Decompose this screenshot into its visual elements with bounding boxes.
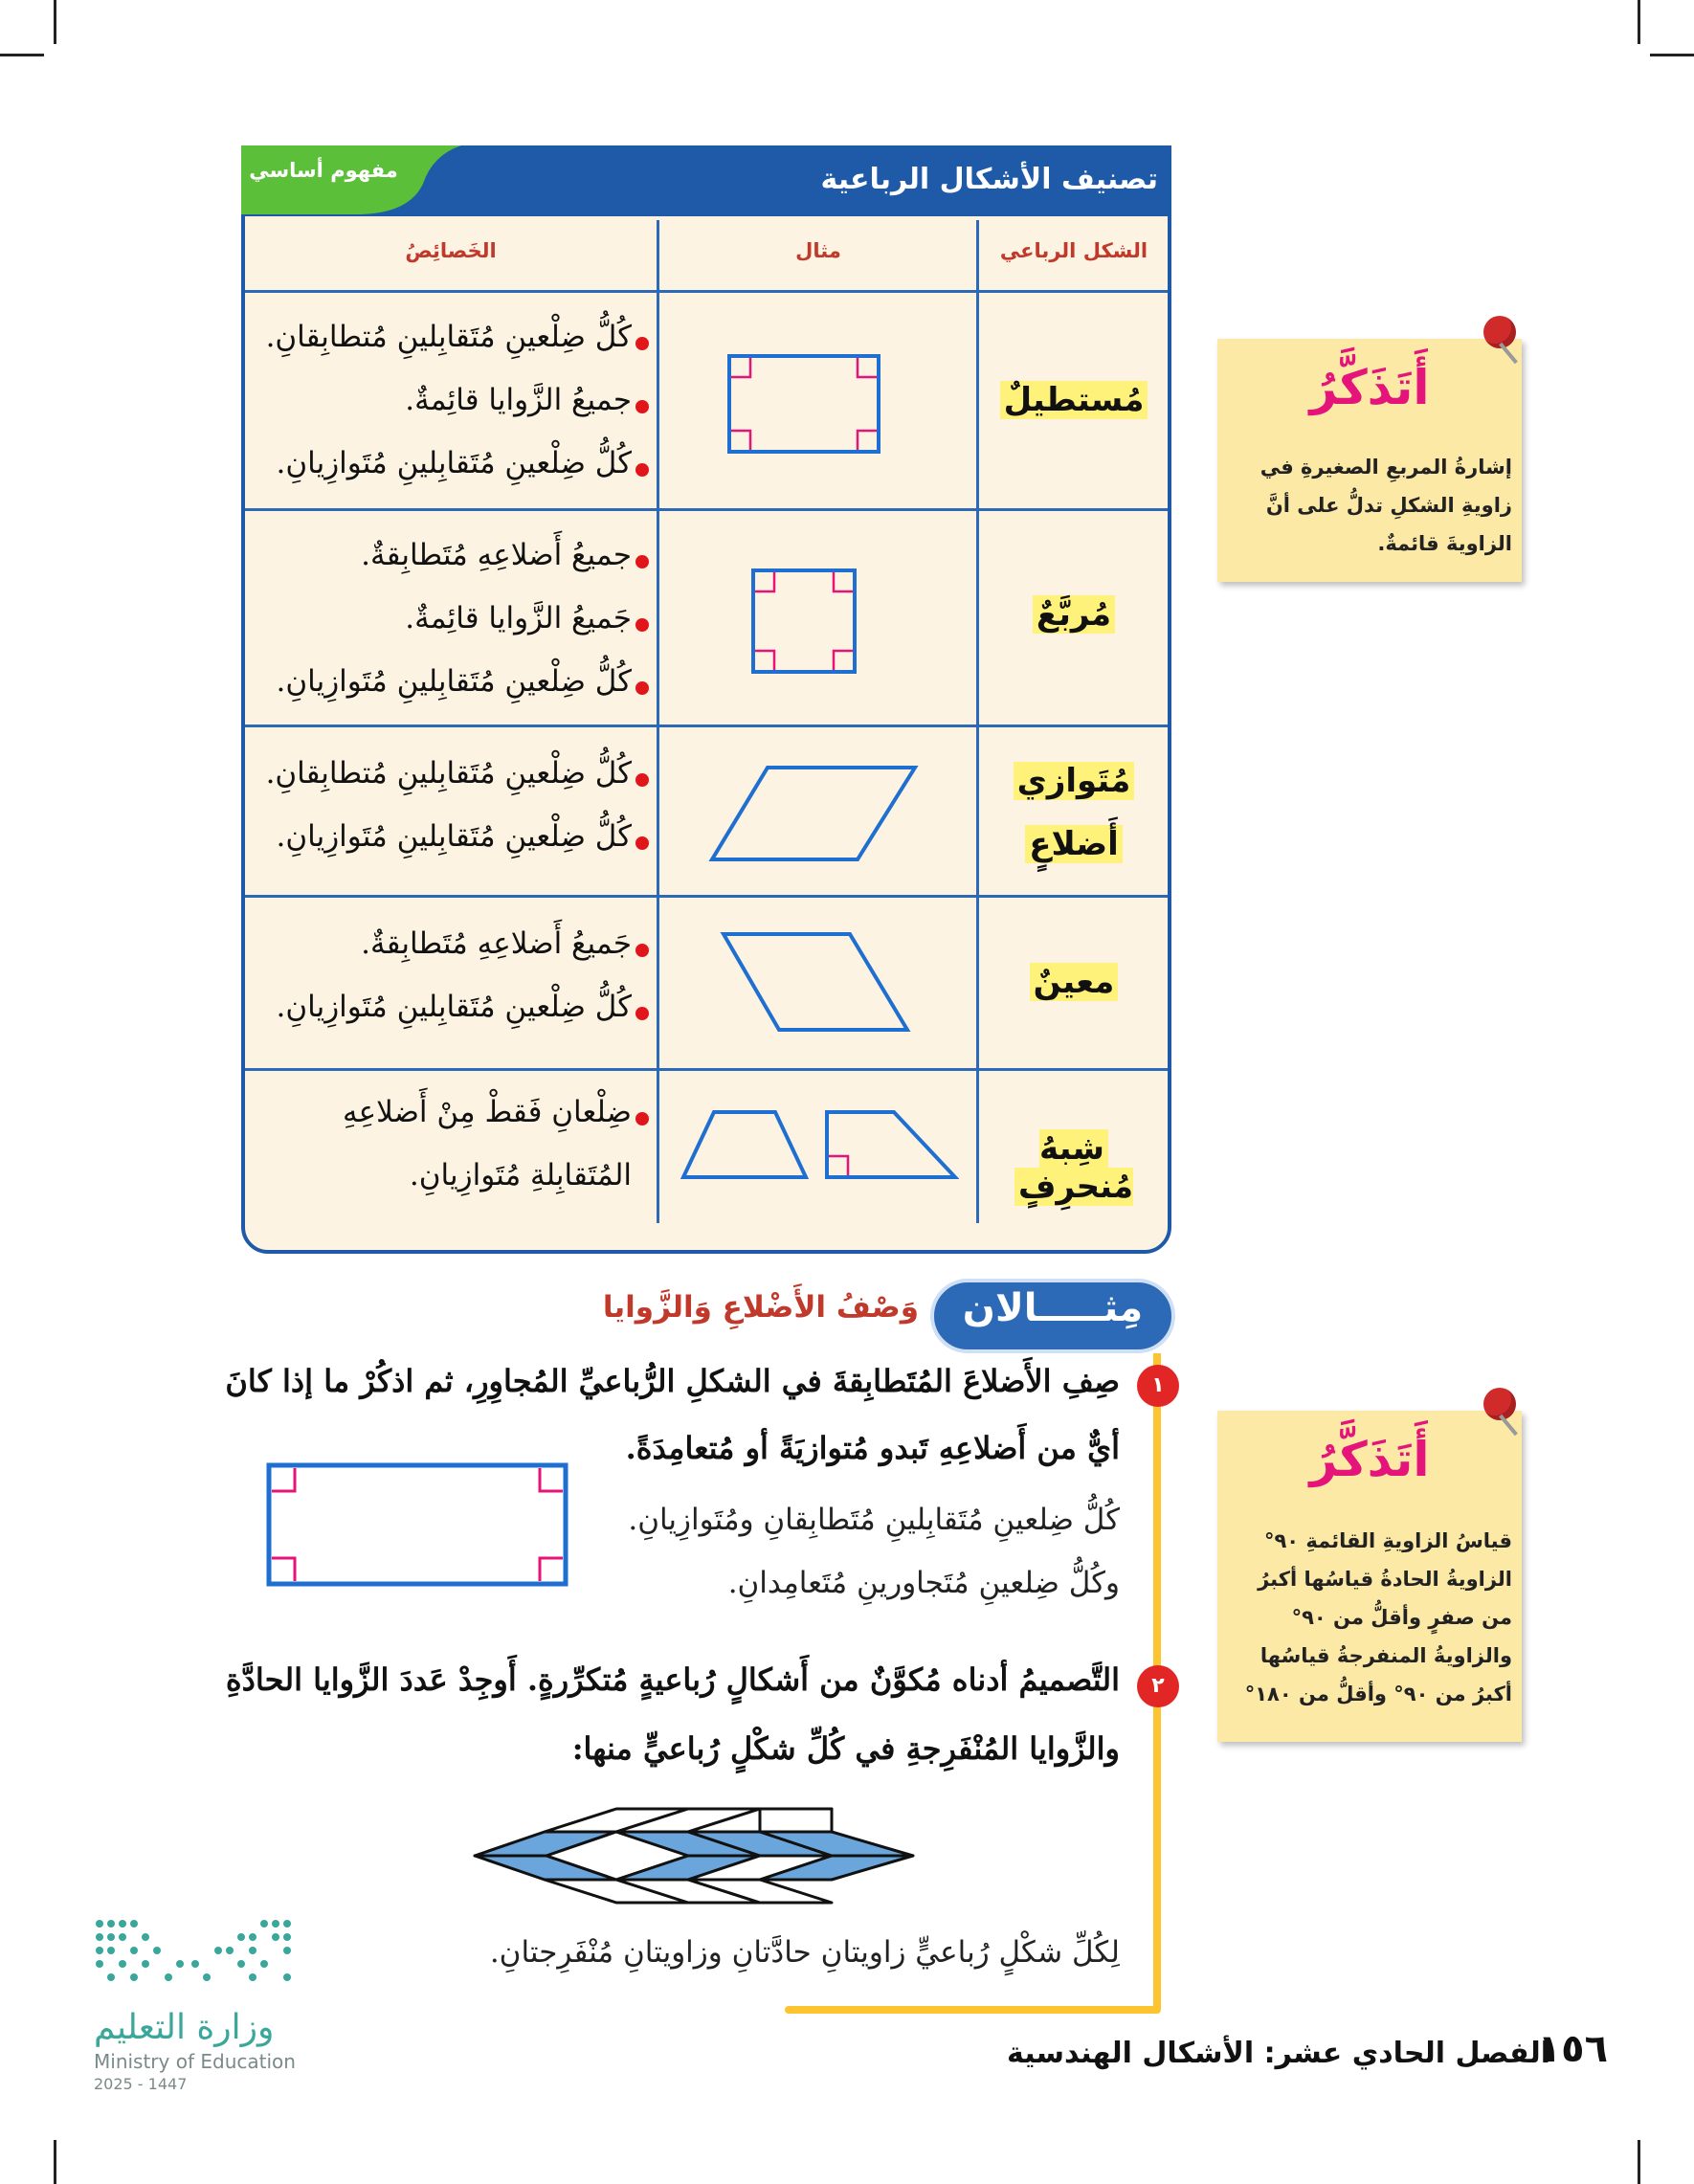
shape-name-rectangle: مُستطيلٌ	[980, 381, 1168, 419]
property-text: جميعُ أَضلاعِهِ مُتَطابِقةٌ.	[361, 538, 632, 572]
square-example	[751, 568, 857, 674]
bullet	[635, 555, 649, 568]
table-divider	[245, 1068, 1168, 1071]
bullet	[635, 618, 649, 632]
bullet	[635, 1007, 649, 1020]
property-text: كُلُّ ضِلْعينِ مُتَقابِلينِ مُتَوازِيانِ.	[276, 819, 632, 854]
concept-title: تصنيف الأشكال الرباعية	[820, 163, 1158, 196]
example-answer: وكُلُّ ضِلعينِ مُتَجاورينِ مُتَعامِدانِ.	[727, 1566, 1120, 1600]
table-divider	[245, 290, 1168, 293]
example-question: والزَّوايا المُنْفَرِجةِ في كُلِّ شكْلٍ رُباعيٍّ منها:	[571, 1730, 1120, 1767]
property-text: كُلُّ ضِلْعينِ مُتَقابِلينِ مُتطابِقانِ.	[265, 756, 632, 791]
note-line: زاويةِ الشكلِ تدلُّ على أنَّ	[1265, 494, 1512, 517]
bullet	[635, 337, 649, 350]
rhombus-pattern	[473, 1807, 915, 1905]
note-line: قياسُ الزاويةِ القائمةِ ٩٠°	[1263, 1529, 1512, 1552]
example-question: التَّصميمُ أدناه مُكوَّنٌ من أَشكالٍ رُباعيةٍ مُتكرِّرةٍ. أَوجِدْ عَددَ الزَّوايا الحادَّةِ	[225, 1661, 1120, 1698]
ministry-logo-icon	[94, 1916, 299, 1985]
chapter-footer: الفصل الحادي عشر: الأشكال الهندسية	[1007, 2037, 1550, 2070]
column-header-shape: الشكل الرباعي	[999, 239, 1148, 262]
crop-mark	[1650, 54, 1694, 56]
table-divider	[976, 220, 979, 1223]
example-question: أيٌّ من أَضلاعِهِ تَبدو مُتوازيَةً أو مُتعامِدَةً.	[625, 1430, 1120, 1466]
table-divider	[245, 724, 1168, 727]
bullet	[635, 836, 649, 850]
column-header-example: مثال	[795, 239, 841, 262]
property-text: كُلُّ ضِلْعينِ مُتَقابِلينِ مُتَوازِيانِ.	[276, 990, 632, 1024]
property-text: المُتَقابِلةِ مُتَوازِيانِ.	[409, 1158, 632, 1192]
note-line: أكبرُ من ٩٠° وأقلُّ من ١٨٠°	[1244, 1683, 1512, 1705]
table-divider	[657, 220, 659, 1223]
column-header-properties: الخَصائِصُ	[405, 239, 497, 262]
shape-name-parallelogram-line2: أَضلاعٍ	[980, 825, 1168, 863]
crop-mark	[1638, 0, 1640, 44]
crop-mark	[1638, 2140, 1640, 2184]
bullet	[635, 773, 649, 787]
right-trapezoid-example	[821, 1108, 959, 1181]
rhombus-example	[720, 930, 911, 1034]
note-line: من صفرٍ وأقلُّ من ٩٠°	[1291, 1606, 1512, 1629]
note-title: أَتَذَكَّرُ	[1309, 1432, 1430, 1487]
page-number: ١٥٦	[1537, 2027, 1608, 2071]
example-rectangle	[266, 1462, 568, 1587]
property-text: جميعُ الزَّوايا قائِمةٌ.	[405, 383, 632, 417]
bullet	[635, 463, 649, 477]
note-line: الزاويةُ الحادةُ قياسُها أكبرُ	[1258, 1568, 1512, 1591]
crop-mark	[54, 0, 56, 44]
property-text: كُلُّ ضِلْعينِ مُتَقابِلينِ مُتَوازِيانِ.	[276, 664, 632, 699]
shape-name-rhombus: معينٌ	[980, 963, 1168, 1001]
shape-name-square: مُربَّعٌ	[980, 595, 1168, 634]
example-number: ٢	[1137, 1665, 1179, 1707]
table-divider	[245, 508, 1168, 511]
ministry-logo-english: Ministry of Education	[94, 2050, 296, 2073]
property-text: جَميعُ الزَّوايا قائِمةٌ.	[405, 601, 632, 635]
crop-mark	[0, 54, 44, 56]
examples-badge-label: مِثـــــالان	[962, 1286, 1144, 1330]
example-number: ١	[1137, 1365, 1179, 1407]
property-text: كُلُّ ضِلْعينِ مُتَقابِلينِ مُتطابِقانِ.	[265, 320, 632, 354]
table-divider	[245, 895, 1168, 898]
concept-box	[241, 145, 1171, 1254]
ministry-logo-arabic: وزارة التعليم	[94, 2008, 275, 2047]
property-text: ضِلْعانِ فَقطْ مِنْ أَضلاعِهِ	[343, 1095, 632, 1129]
example-answer: لِكُلِّ شكْلٍ رُباعيٍّ زاويتانِ حادَّتانِ وزاويتانِ مُنْفَرِجتانِ.	[489, 1935, 1120, 1970]
ministry-logo-years: 2025 - 1447	[94, 2075, 188, 2093]
property-text: جَميعُ أَضلاعِهِ مُتَطابِقةٌ.	[361, 926, 632, 961]
examples-topic: وَصْفُ الأَضْلاعِ وَالزَّوايا	[602, 1290, 919, 1325]
rectangle-example	[727, 354, 880, 454]
concept-tab-label: مفهوم أساسي	[249, 159, 398, 182]
note-line: الزاويةَ قائمةٌ.	[1377, 532, 1512, 555]
note-title: أَتَذَكَّرُ	[1309, 360, 1430, 415]
trapezoid-example	[680, 1108, 810, 1181]
examples-rail	[785, 2006, 1160, 2014]
bullet	[635, 681, 649, 695]
parallelogram-example	[708, 764, 919, 863]
shape-name-parallelogram-line1: مُتَوازي	[980, 762, 1168, 800]
crop-mark	[54, 2140, 56, 2184]
bullet	[635, 400, 649, 413]
shape-name-trapezoid: شِبهُ مُنحرِفٍ	[980, 1129, 1168, 1206]
property-text: كُلُّ ضِلْعينِ مُتَقابِلينِ مُتَوازِيانِ.	[276, 446, 632, 480]
bullet	[635, 1112, 649, 1125]
bullet	[635, 944, 649, 957]
note-line: والزاويةُ المنفرجةُ قياسُها	[1259, 1644, 1512, 1667]
note-line: إشارةُ المربعِ الصغيرةِ في	[1259, 456, 1512, 479]
example-answer: كُلُّ ضِلعينِ مُتَقابِلينِ مُتَطابِقانِ ومُتَوازِيانِ.	[628, 1503, 1120, 1537]
example-question: صِفِ الأَضلاعَ المُتَطابِقةَ في الشكلِ الرُّباعيِّ المُجاوِرِ، ثم اذكُرْ ما إذا كانَ	[225, 1363, 1120, 1399]
